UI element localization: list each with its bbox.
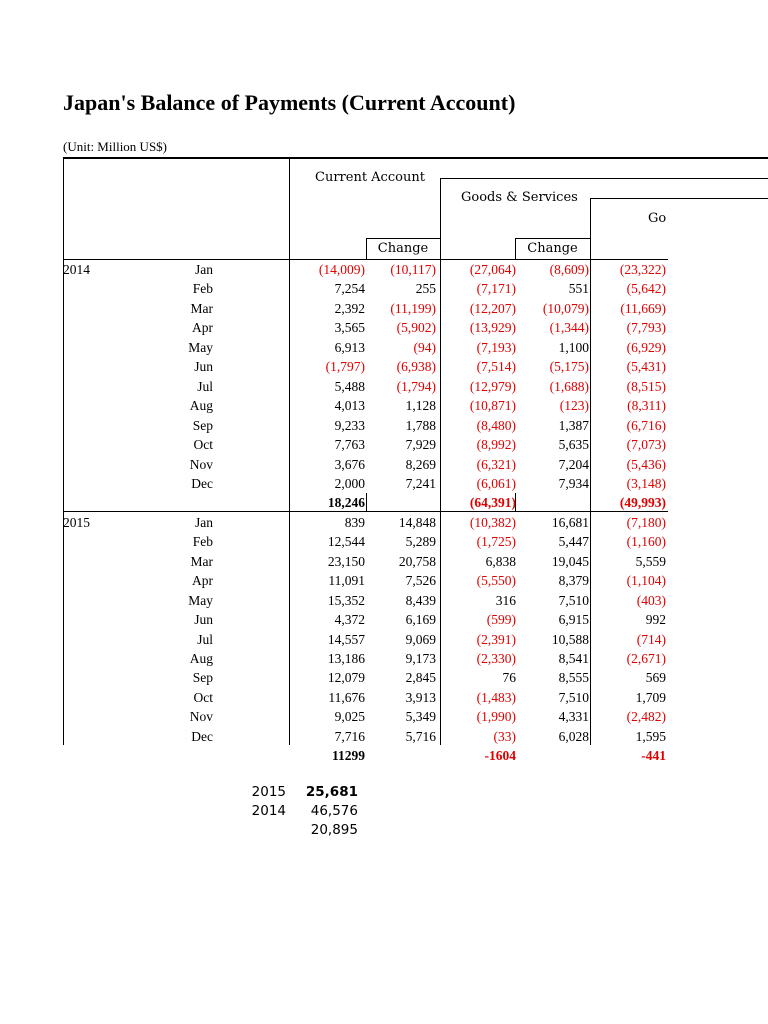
value-cell-col4: 1,100: [558, 339, 589, 355]
month-cell: Aug: [189, 651, 213, 666]
goods-services-top-line: [440, 178, 768, 179]
value-cell-col4: 1,387: [558, 417, 589, 433]
table-row: [0, 552, 768, 572]
value-cell-col1: 23,150: [327, 553, 365, 569]
value-cell-col5: (7,793): [626, 320, 666, 336]
value-cell-col2: 8,439: [405, 592, 436, 608]
value-cell-col3: (33): [493, 728, 516, 744]
value-cell-col1: 4,372: [334, 612, 365, 628]
value-cell-col3: (6,321): [476, 456, 516, 472]
table-row: [0, 571, 768, 591]
value-cell-col1: 2,000: [334, 475, 365, 491]
summary-value-difference: 20,895: [310, 822, 358, 838]
value-cell-col3: -1604: [484, 748, 516, 764]
month-cell: Feb: [192, 534, 213, 550]
table-row: [0, 435, 768, 455]
value-cell-col3: (2,391): [476, 631, 516, 647]
value-cell-col1: 12,544: [327, 534, 365, 550]
table-row: [0, 591, 768, 611]
month-cell: Jan: [195, 262, 213, 277]
value-cell-col4: 7,510: [558, 689, 589, 705]
value-cell-col1: 11,091: [328, 573, 365, 589]
value-cell-col1: 839: [344, 514, 365, 530]
table-row: [0, 610, 768, 630]
value-cell-col2: 2,845: [405, 670, 436, 686]
table-row: [0, 474, 768, 494]
value-cell-col2: 1,128: [405, 398, 436, 414]
value-cell-col1: (14,009): [318, 262, 365, 277]
value-cell-col2: 5,349: [405, 709, 436, 725]
value-cell-col5: (8,515): [626, 378, 666, 394]
value-cell-col4: (8,609): [549, 262, 589, 277]
value-cell-col4: 6,028: [558, 728, 589, 744]
month-cell: Jun: [194, 612, 213, 628]
value-cell-col2: 7,241: [405, 475, 436, 491]
value-cell-col1: 2,392: [334, 300, 365, 316]
month-cell: Jul: [197, 631, 213, 647]
table-row: [0, 357, 768, 377]
month-cell: Oct: [193, 437, 213, 453]
month-cell: Apr: [192, 320, 213, 336]
value-cell-col5: 1,595: [635, 728, 666, 744]
month-cell: Nov: [189, 709, 213, 725]
table-total-row: [0, 493, 768, 513]
table-row: [0, 532, 768, 552]
summary-value-2014: 46,576: [310, 803, 358, 819]
value-cell-col2: [366, 493, 436, 513]
value-cell-col4: (5,175): [549, 359, 589, 375]
table-row: [0, 668, 768, 688]
value-cell-col2: 20,758: [398, 553, 436, 569]
unit-note: (Unit: Million US$): [63, 139, 168, 154]
value-cell-col3: 76: [502, 670, 516, 686]
value-cell-col5: (7,073): [626, 437, 666, 453]
value-cell-col3: (64,391): [469, 495, 516, 511]
value-cell-col3: (12,979): [469, 378, 516, 394]
value-cell-col3: (7,171): [476, 281, 516, 297]
table-row: [0, 279, 768, 299]
value-cell-col2: 5,289: [405, 534, 436, 550]
value-cell-col2: 7,526: [405, 573, 436, 589]
value-cell-col5: (5,436): [626, 456, 666, 472]
value-cell-col3: (1,483): [476, 689, 516, 705]
month-cell: Jan: [195, 514, 213, 530]
value-cell-col5: (1,104): [626, 573, 666, 589]
table-row: [0, 707, 768, 727]
value-cell-col1: 7,716: [334, 728, 365, 744]
table-row: [0, 455, 768, 475]
page-title: Japan's Balance of Payments (Current Account): [63, 90, 516, 115]
month-cell: Mar: [190, 553, 213, 569]
value-cell-col3: (6,061): [476, 475, 516, 491]
header-goods: Go: [648, 211, 667, 226]
value-cell-col2: (5,902): [396, 320, 436, 336]
value-cell-col1: 6,913: [334, 339, 365, 355]
value-cell-col1: 7,254: [334, 281, 365, 297]
table-row: [0, 260, 768, 280]
value-cell-col3: (10,871): [469, 398, 516, 414]
value-cell-col5: (8,311): [627, 398, 666, 414]
value-cell-col3: (7,514): [476, 359, 516, 375]
table-row: [0, 299, 768, 319]
value-cell-col2: 7,929: [405, 437, 436, 453]
value-cell-col5: (11,669): [620, 300, 666, 316]
value-cell-col1: 9,025: [334, 709, 365, 725]
value-cell-col1: 7,763: [334, 437, 365, 453]
value-cell-col4: 10,588: [551, 631, 589, 647]
table-row: [0, 377, 768, 397]
table-row: [0, 318, 768, 338]
value-cell-col1: 4,013: [334, 398, 365, 414]
value-cell-col3: (7,193): [476, 339, 516, 355]
value-cell-col5: 569: [645, 670, 666, 686]
value-cell-col1: 9,233: [334, 417, 365, 433]
summary-value-2015: 25,681: [305, 784, 358, 800]
table-row: [0, 630, 768, 650]
value-cell-col2: 3,913: [405, 689, 436, 705]
value-cell-col2: (6,938): [396, 359, 436, 375]
value-cell-col4: 5,447: [558, 534, 589, 550]
value-cell-col2: 8,269: [405, 456, 436, 472]
month-cell: Jul: [197, 378, 213, 394]
header-current-account: Current Account: [315, 170, 425, 185]
value-cell-col5: 992: [645, 612, 666, 628]
table-row: [0, 649, 768, 669]
value-cell-col4: (10,079): [542, 300, 589, 316]
value-cell-col2: (10,117): [390, 262, 436, 277]
value-cell-col2: (94): [413, 339, 436, 355]
value-cell-col3: (27,064): [469, 262, 516, 277]
summary-label-2014: 2014: [251, 803, 286, 819]
value-cell-col5: (5,642): [626, 281, 666, 297]
value-cell-col5: 1,709: [635, 689, 666, 705]
value-cell-col2: 9,173: [405, 651, 436, 666]
value-cell-col4: 551: [568, 281, 589, 297]
value-cell-col1: 15,352: [327, 592, 365, 608]
month-cell: May: [188, 592, 213, 608]
value-cell-col4: 6,915: [558, 612, 589, 628]
value-cell-col3: 6,838: [485, 553, 516, 569]
value-cell-col3: (599): [486, 612, 516, 628]
value-cell-col4: 8,541: [558, 651, 589, 666]
value-cell-col3: (5,550): [476, 573, 516, 589]
value-cell-col1: 11,676: [328, 689, 365, 705]
table-row: [0, 727, 768, 747]
value-cell-col1: 18,246: [327, 495, 365, 511]
value-cell-col4: 8,379: [558, 573, 589, 589]
year-cell: 2015: [63, 514, 90, 530]
goods-top-line: [590, 198, 768, 199]
month-cell: Oct: [193, 689, 213, 705]
value-cell-col2: 255: [415, 281, 436, 297]
change-2-box-top: [515, 238, 590, 239]
value-cell-col5: (3,148): [626, 475, 666, 491]
value-cell-col2: 1,788: [405, 417, 436, 433]
value-cell-col2: 9,069: [405, 631, 436, 647]
month-cell: Feb: [192, 281, 213, 297]
value-cell-col5: (5,431): [626, 359, 666, 375]
value-cell-col2: (11,199): [390, 300, 436, 316]
month-cell: Dec: [191, 728, 213, 744]
month-cell: Dec: [191, 475, 213, 491]
table-row: [0, 513, 768, 533]
value-cell-col4: 16,681: [551, 514, 589, 530]
value-cell-col2: 6,169: [405, 612, 436, 628]
month-cell: Sep: [192, 670, 213, 686]
value-cell-col5: (6,716): [626, 417, 666, 433]
value-cell-col5: (6,929): [626, 339, 666, 355]
month-cell: Mar: [190, 300, 213, 316]
value-cell-col5: (2,482): [626, 709, 666, 725]
month-cell: Jun: [194, 359, 213, 375]
value-cell-col1: 14,557: [327, 631, 365, 647]
value-cell-col4: 7,510: [558, 592, 589, 608]
table-top-border: [63, 157, 768, 159]
value-cell-col4: 5,635: [558, 437, 589, 453]
value-cell-col4: 19,045: [551, 553, 589, 569]
value-cell-col5: (403): [636, 592, 666, 608]
value-cell-col1: 12,079: [327, 670, 365, 686]
table-total-row: [0, 746, 768, 766]
value-cell-col1: 5,488: [334, 378, 365, 394]
value-cell-col3: (8,992): [476, 437, 516, 453]
month-cell: Nov: [189, 456, 213, 472]
value-cell-col4: (1,688): [549, 378, 589, 394]
value-cell-col1: 11299: [331, 748, 365, 764]
month-cell: Aug: [189, 398, 213, 414]
value-cell-col2: (1,794): [396, 378, 436, 394]
table-row: [0, 338, 768, 358]
value-cell-col5: (2,671): [626, 651, 666, 666]
header-change-goods-services: Change: [527, 241, 578, 256]
value-cell-col3: (2,330): [476, 651, 516, 666]
table-row: [0, 396, 768, 416]
summary-label-2015: 2015: [251, 784, 286, 800]
value-cell-col4: 4,331: [558, 709, 589, 725]
value-cell-col4: (123): [559, 398, 589, 414]
value-cell-col3: (1,990): [476, 709, 516, 725]
value-cell-col5: (714): [636, 631, 666, 647]
value-cell-col5: (23,322): [619, 262, 666, 277]
value-cell-col4: [517, 746, 589, 766]
value-cell-col4: [517, 493, 589, 513]
value-cell-col4: (1,344): [549, 320, 589, 336]
value-cell-col4: 7,934: [558, 475, 589, 491]
value-cell-col4: 7,204: [558, 456, 589, 472]
value-cell-col2: 14,848: [398, 514, 436, 530]
value-cell-col3: (8,480): [476, 417, 516, 433]
value-cell-col4: 8,555: [558, 670, 589, 686]
value-cell-col5: -441: [641, 748, 666, 764]
value-cell-col3: (13,929): [469, 320, 516, 336]
year-cell: 2014: [63, 262, 90, 277]
value-cell-col3: (1,725): [476, 534, 516, 550]
value-cell-col3: (10,382): [469, 514, 516, 530]
table-row: [0, 416, 768, 436]
table-row: [0, 688, 768, 708]
month-cell: Apr: [192, 573, 213, 589]
header-goods-services: Goods & Services: [461, 190, 578, 205]
month-cell: Sep: [192, 417, 213, 433]
value-cell-col5: (1,160): [626, 534, 666, 550]
value-cell-col5: 5,559: [635, 553, 666, 569]
value-cell-col2: [366, 746, 436, 766]
value-cell-col1: 3,676: [334, 456, 365, 472]
value-cell-col1: 3,565: [334, 320, 365, 336]
change-1-box-top: [366, 238, 440, 239]
value-cell-col3: (12,207): [469, 300, 516, 316]
header-change-current-account: Change: [377, 241, 429, 256]
value-cell-col1: 13,186: [327, 651, 365, 666]
value-cell-col5: (49,993): [619, 495, 666, 511]
month-cell: May: [188, 339, 213, 355]
value-cell-col3: 316: [495, 592, 516, 608]
value-cell-col5: (7,180): [626, 514, 666, 530]
value-cell-col2: 5,716: [405, 728, 436, 744]
value-cell-col1: (1,797): [325, 359, 365, 375]
